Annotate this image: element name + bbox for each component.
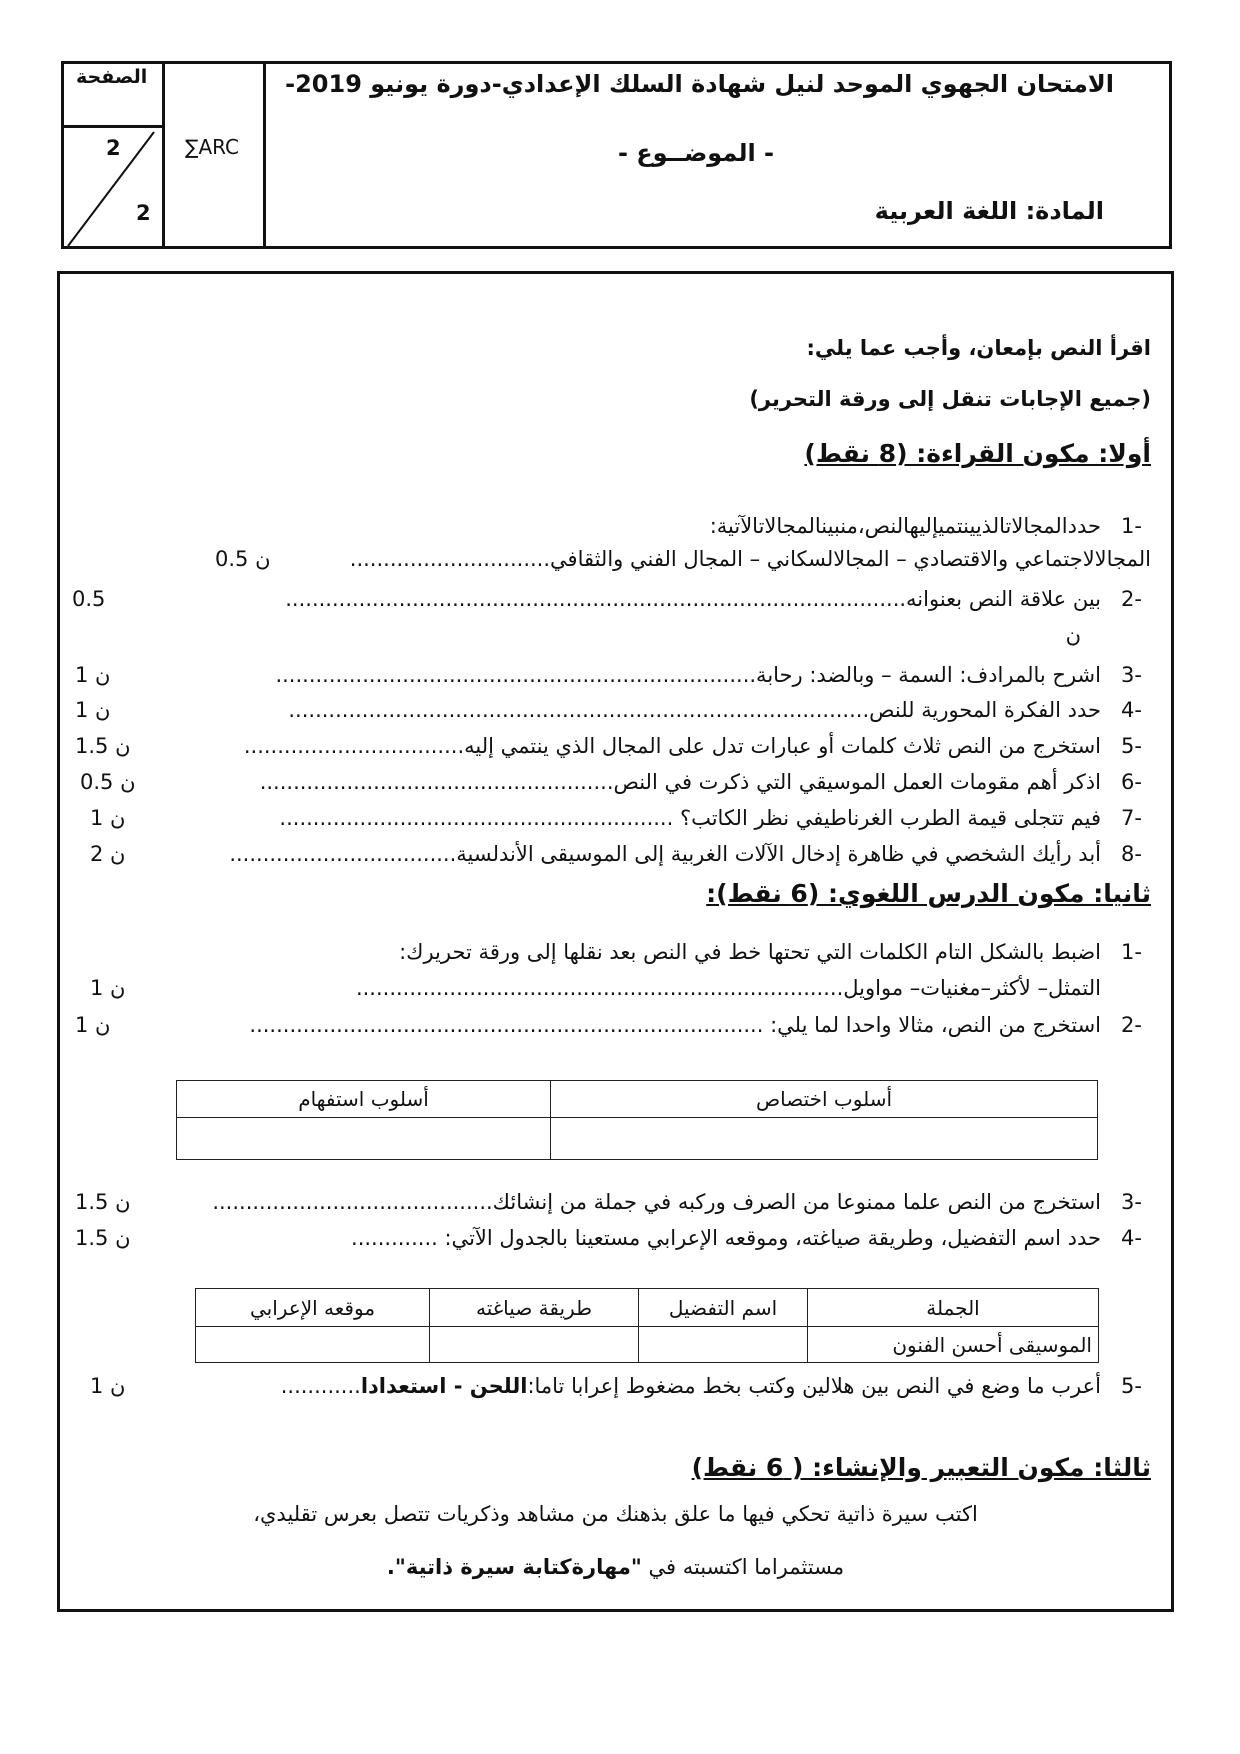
s1-q7-num: -7	[1121, 806, 1142, 830]
s2-q2-num: -2	[1121, 1013, 1142, 1037]
s1-q8-num: -8	[1121, 842, 1142, 866]
s1-q1-points: 0.5 ن	[215, 547, 271, 571]
section3-title: ثالثا: مكون التعبير والإنشاء: ( 6 نقط)	[691, 1453, 1151, 1482]
header-divider	[263, 64, 266, 246]
section2-title: ثانيا: مكون الدرس اللغوي: (6 نقط):	[706, 879, 1151, 908]
s2-q5-text-pre: أعرب ما وضع في النص بين هلالين وكتب بخط مضغوط إعرابا تاما:	[527, 1374, 1101, 1398]
styles-table-header: أسلوب استفهام	[177, 1081, 551, 1118]
s2-q5-dots: ............	[280, 1374, 361, 1398]
s1-q4-num: -4	[1121, 698, 1142, 722]
superlative-table-cell[interactable]	[430, 1327, 639, 1363]
s2-q5-num: -5	[1121, 1374, 1142, 1398]
s1-q7-text: فيم تتجلى قيمة الطرب الغرناطيفي نظر الكاتب؟ ...........................................................	[279, 806, 1101, 830]
s2-q1-points: 1 ن	[90, 976, 126, 1000]
exam-content	[57, 271, 1174, 1612]
styles-table-cell[interactable]	[177, 1118, 551, 1160]
superlative-table	[195, 1288, 1099, 1363]
header-divider	[162, 64, 165, 246]
s2-q5-text	[281, 1374, 1101, 1398]
superlative-table-header: طريقة صياغته	[430, 1289, 639, 1327]
essay-prompt-line2-bold: "مهارةكتابة سيرة ذاتية".	[386, 1555, 642, 1579]
superlative-table-header: اسم التفضيل	[639, 1289, 808, 1327]
superlative-table-cell[interactable]	[196, 1327, 430, 1363]
s2-q1-words: التمثل– لأكثر–مغنيات– مواويل.........................................................................	[355, 976, 1101, 1000]
essay-prompt-line1: اكتب سيرة ذاتية تحكي فيها ما علق بذهنك من مشاهد وذكريات تتصل بعرس تقليدي،	[253, 1502, 978, 1526]
s1-q4-points: 1 ن	[75, 698, 111, 722]
essay-prompt-line2-pre: مستثمراما اكتسبته في	[641, 1555, 845, 1579]
s1-q6-points: 0.5 ن	[80, 770, 136, 794]
s2-q2-points: 1 ن	[75, 1013, 111, 1037]
s2-q4-num: -4	[1121, 1226, 1142, 1250]
s2-q1-num: -1	[1121, 940, 1142, 964]
s1-q2-unit: ن	[1065, 623, 1081, 647]
exam-subject: المادة: اللغة العربية	[874, 197, 1104, 225]
s1-q5-text: استخرج من النص ثلاث كلمات أو عبارات تدل على المجال الذي ينتمي إليه.................................	[243, 734, 1101, 758]
s2-q1-text: اضبط بالشكل التام الكلمات التي تحتها خط في النص بعد نقلها إلى ورقة تحريرك:	[399, 940, 1101, 964]
s2-q3-text: استخرج من النص علما ممنوعا من الصرف وركبه في جملة من إنشائك..........................................	[212, 1190, 1101, 1214]
s1-q2-num: -2	[1121, 587, 1142, 611]
page-total: 2	[136, 201, 151, 225]
s1-q7-points: 1 ن	[90, 806, 126, 830]
s1-q8-text: أبد رأيك الشخصي في ظاهرة إدخال الآلات الغربية إلى الموسيقى الأندلسية..................................	[229, 842, 1101, 866]
exam-title: الامتحان الجهوي الموحد لنيل شهادة السلك الإعدادي-دورة يونيو 2019-	[285, 70, 1114, 98]
s1-q1-text: حددالمجالاتالذيينتميإليهالنص،منبينالمجالاتالآتية:	[709, 514, 1101, 538]
instruction: اقرأ النص بإمعان، وأجب عما يلي:	[806, 336, 1151, 360]
styles-table-cell[interactable]	[551, 1118, 1098, 1160]
exam-header	[61, 61, 1172, 249]
s1-q8-points: 2 ن	[90, 842, 126, 866]
s1-q4-text: حدد الفكرة المحورية للنص.......................................................................................	[288, 698, 1101, 722]
s2-q2-text: استخرج من النص، مثالا واحدا لما يلي: .............................................................................	[249, 1013, 1101, 1037]
s1-q3-num: -3	[1121, 663, 1142, 687]
exam-subtitle: - الموضــوع -	[617, 139, 774, 167]
s2-q5-text-bold: اللحن - استعدادا	[360, 1374, 528, 1398]
superlative-table-cell[interactable]	[639, 1327, 808, 1363]
s1-q6-num: -6	[1121, 770, 1142, 794]
note: (جميع الإجابات تنقل إلى ورقة التحرير)	[749, 387, 1151, 411]
styles-table-header: أسلوب اختصاص	[551, 1081, 1098, 1118]
exam-code: ∑ARC	[185, 135, 240, 159]
styles-table	[176, 1080, 1098, 1160]
s1-q1-num: -1	[1121, 514, 1142, 538]
s2-q4-points: 1.5 ن	[75, 1226, 131, 1250]
s2-q4-text: حدد اسم التفضيل، وطريقة صياغته، وموقعه الإعرابي مستعينا بالجدول الآتي: .............	[351, 1226, 1101, 1250]
essay-prompt-line2	[60, 1555, 1171, 1579]
superlative-table-header: الجملة	[808, 1289, 1099, 1327]
s2-q5-points: 1 ن	[90, 1374, 126, 1398]
superlative-table-sentence: الموسيقى أحسن الفنون	[808, 1327, 1099, 1363]
s1-q3-text: اشرح بالمرادف: السمة – وبالضد: رحابة........................................................................	[275, 663, 1101, 687]
page-current: 2	[106, 136, 121, 160]
s1-q2-text: بين علاقة النص بعنوانه.............................................................................................	[285, 587, 1101, 611]
s1-q6-text: اذكر أهم مقومات العمل الموسيقي التي ذكرت في النص.....................................................	[259, 770, 1101, 794]
s1-q5-num: -5	[1121, 734, 1142, 758]
s2-q3-num: -3	[1121, 1190, 1142, 1214]
s1-q3-points: 1 ن	[75, 663, 111, 687]
s1-q1-options: المجالالاجتماعي والاقتصادي – المجالالسكاني – المجال الفني والثقافي..............................	[349, 547, 1151, 571]
page-label: الصفحة	[76, 66, 148, 88]
superlative-table-header: موقعه الإعرابي	[196, 1289, 430, 1327]
s1-q2-points: 0.5	[72, 587, 106, 611]
s2-q3-points: 1.5 ن	[75, 1190, 131, 1214]
section1-title: أولا: مكون القراءة: (8 نقط)	[804, 439, 1151, 468]
s1-q5-points: 1.5 ن	[75, 734, 131, 758]
